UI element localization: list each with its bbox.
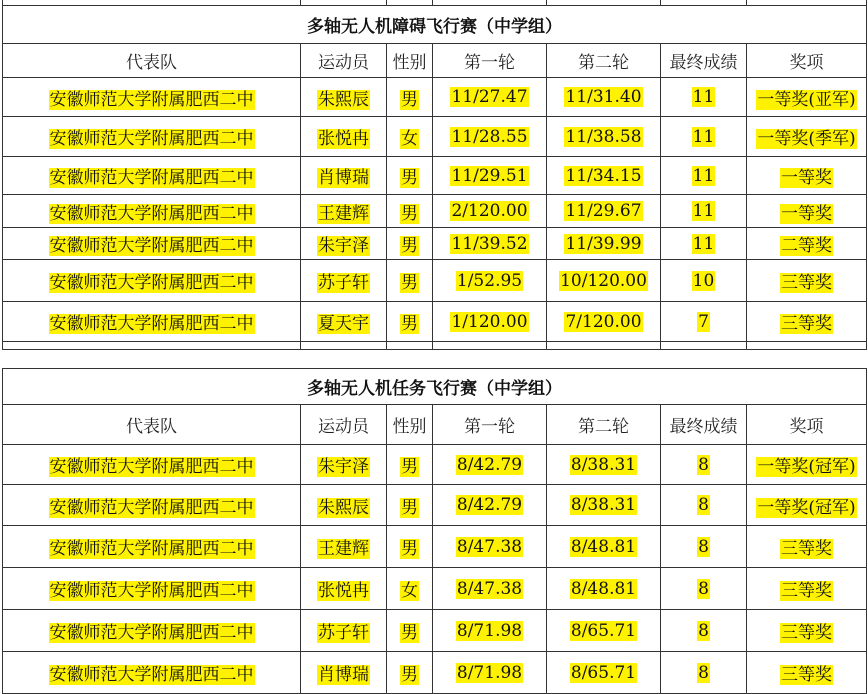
final-cell: 8 <box>698 454 709 475</box>
obstacle-title-row <box>3 6 867 44</box>
final-cell: 11 <box>692 126 715 147</box>
table-row <box>3 610 867 652</box>
gender-cell: 男 <box>401 539 418 559</box>
round1-cell: 8/47.38 <box>456 578 523 599</box>
final-cell: 7 <box>698 311 709 332</box>
header-gender: 性别 <box>387 405 433 445</box>
round2-cell: 8/65.71 <box>570 662 637 683</box>
gender-cell: 男 <box>401 273 418 293</box>
final-cell: 10 <box>692 270 715 291</box>
round1-cell: 11/27.47 <box>451 87 528 107</box>
team-cell: 安徽师范大学附属肥西二中 <box>49 623 254 643</box>
team-cell: 安徽师范大学附属肥西二中 <box>49 203 254 224</box>
round2-cell: 11/34.15 <box>565 165 642 186</box>
athlete-cell: 夏天宇 <box>318 314 369 334</box>
table-row <box>3 228 867 260</box>
final-cell: 8 <box>698 495 709 515</box>
table-row <box>3 485 867 526</box>
mission-title-row <box>3 369 867 405</box>
gender-cell: 男 <box>401 665 418 685</box>
header-round1: 第一轮 <box>433 44 547 78</box>
athlete-cell: 张悦冉 <box>318 581 369 601</box>
obstacle-table <box>2 0 867 350</box>
team-cell: 安徽师范大学附属肥西二中 <box>49 581 254 601</box>
athlete-cell: 苏子轩 <box>318 273 369 293</box>
round2-cell: 8/38.31 <box>570 454 637 475</box>
header-team: 代表队 <box>3 44 301 78</box>
team-cell: 安徽师范大学附属肥西二中 <box>49 129 254 149</box>
round1-cell: 11/28.55 <box>451 126 528 147</box>
obstacle-header-row <box>3 44 867 78</box>
athlete-cell: 王建辉 <box>318 539 369 559</box>
round2-cell: 11/31.40 <box>565 87 642 107</box>
gender-cell: 男 <box>401 457 418 477</box>
table-row <box>3 302 867 342</box>
gender-cell: 男 <box>401 236 418 256</box>
team-cell: 安徽师范大学附属肥西二中 <box>49 665 254 685</box>
award-cell: 一等奖 <box>781 203 832 224</box>
final-cell: 11 <box>692 87 715 107</box>
team-cell: 安徽师范大学附属肥西二中 <box>49 236 254 256</box>
round1-cell: 8/71.98 <box>456 662 523 683</box>
obstacle-title: 多轴无人机障碍飞行赛（中学组） <box>3 6 867 44</box>
mission-title: 多轴无人机任务飞行赛（中学组） <box>3 369 867 405</box>
table-row <box>3 526 867 568</box>
round1-cell: 11/29.51 <box>451 165 528 186</box>
table-row <box>3 445 867 485</box>
athlete-cell: 肖博瑞 <box>318 665 369 685</box>
round1-cell: 8/42.79 <box>456 495 523 515</box>
table-row <box>3 195 867 228</box>
table-row <box>3 157 867 195</box>
award-cell: 三等奖 <box>781 665 833 685</box>
round1-cell: 1/120.00 <box>451 311 528 332</box>
athlete-cell: 朱熙辰 <box>318 497 369 518</box>
athlete-cell: 张悦冉 <box>318 129 369 149</box>
athlete-cell: 苏子轩 <box>318 623 369 643</box>
final-cell: 8 <box>698 662 709 683</box>
gender-cell: 女 <box>401 129 418 149</box>
award-cell: 三等奖 <box>781 314 832 334</box>
header-gender: 性别 <box>387 44 433 78</box>
gender-cell: 女 <box>401 581 418 601</box>
award-cell: 一等奖(冠军) <box>757 497 856 518</box>
table-row <box>3 78 867 117</box>
round1-cell: 1/52.95 <box>456 270 523 291</box>
final-cell: 11 <box>692 165 715 186</box>
final-cell: 8 <box>698 620 709 641</box>
round1-cell: 11/39.52 <box>451 233 528 254</box>
final-cell: 8 <box>698 536 709 557</box>
gender-cell: 男 <box>401 623 418 643</box>
table-row <box>3 260 867 302</box>
header-round1: 第一轮 <box>433 405 547 445</box>
round2-cell: 8/65.71 <box>570 620 637 641</box>
header-round2: 第二轮 <box>547 44 661 78</box>
gender-cell: 男 <box>401 89 418 110</box>
award-cell: 三等奖 <box>781 623 833 643</box>
round1-cell: 8/71.98 <box>456 620 523 641</box>
award-cell: 一等奖(季军) <box>757 129 856 149</box>
spacer-row <box>3 342 867 350</box>
header-athlete: 运动员 <box>301 44 387 78</box>
gender-cell: 男 <box>401 314 418 334</box>
gender-cell: 男 <box>401 203 418 224</box>
award-cell: 二等奖 <box>781 236 832 256</box>
team-cell: 安徽师范大学附属肥西二中 <box>49 497 254 518</box>
final-cell: 11 <box>692 201 715 221</box>
athlete-cell: 王建辉 <box>318 203 369 224</box>
round2-cell: 8/38.31 <box>570 495 637 515</box>
header-final: 最终成绩 <box>661 405 747 445</box>
round1-cell: 8/47.38 <box>456 536 523 557</box>
mission-table <box>2 368 867 694</box>
team-cell: 安徽师范大学附属肥西二中 <box>49 314 254 334</box>
award-cell: 三等奖 <box>781 581 833 601</box>
team-cell: 安徽师范大学附属肥西二中 <box>49 457 254 477</box>
header-award: 奖项 <box>747 405 867 445</box>
award-cell: 一等奖(冠军) <box>757 457 856 477</box>
table-row <box>3 117 867 157</box>
team-cell: 安徽师范大学附属肥西二中 <box>49 273 254 293</box>
team-cell: 安徽师范大学附属肥西二中 <box>49 539 254 559</box>
table-row <box>3 652 867 694</box>
round2-cell: 11/38.58 <box>565 126 642 147</box>
round2-cell: 11/29.67 <box>565 201 642 221</box>
header-athlete: 运动员 <box>301 405 387 445</box>
round2-cell: 8/48.81 <box>570 536 637 557</box>
team-cell: 安徽师范大学附属肥西二中 <box>49 89 254 110</box>
athlete-cell: 肖博瑞 <box>318 168 369 188</box>
award-cell: 三等奖 <box>781 539 833 559</box>
round2-cell: 11/39.99 <box>565 233 642 254</box>
table-row <box>3 568 867 610</box>
athlete-cell: 朱宇泽 <box>318 457 369 477</box>
final-cell: 11 <box>692 233 715 254</box>
award-cell: 一等奖(亚军) <box>757 89 856 110</box>
final-cell: 8 <box>698 578 709 599</box>
header-round2: 第二轮 <box>547 405 661 445</box>
gender-cell: 男 <box>401 497 418 518</box>
round2-cell: 7/120.00 <box>565 311 642 332</box>
gender-cell: 男 <box>401 168 418 188</box>
header-team: 代表队 <box>3 405 301 445</box>
athlete-cell: 朱宇泽 <box>318 236 369 256</box>
mission-header-row <box>3 405 867 445</box>
header-final: 最终成绩 <box>661 44 747 78</box>
award-cell: 三等奖 <box>781 273 832 293</box>
round1-cell: 2/120.00 <box>451 201 528 221</box>
round2-cell: 10/120.00 <box>560 270 647 291</box>
header-award: 奖项 <box>747 44 867 78</box>
round2-cell: 8/48.81 <box>570 578 637 599</box>
team-cell: 安徽师范大学附属肥西二中 <box>49 168 254 188</box>
award-cell: 一等奖 <box>781 168 832 188</box>
round1-cell: 8/42.79 <box>456 454 523 475</box>
athlete-cell: 朱熙辰 <box>318 89 369 110</box>
